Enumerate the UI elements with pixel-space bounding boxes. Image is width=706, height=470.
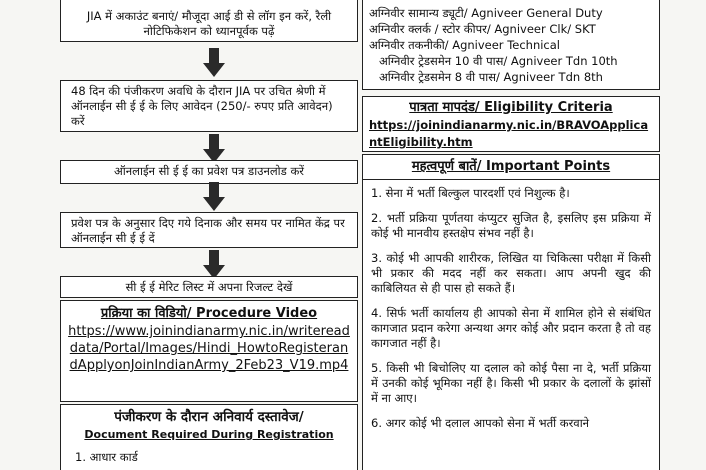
step-apply-online: 48 दिन की पंजीकरण अवधि के दौरान JIA पर उचित श्रेणी में ऑनलाईन सी ई ई के लिए आवेदन (250/- रुपए प्रति आवेदन) करें xyxy=(60,80,358,132)
eligibility-heading: पात्रता मापदंड/ Eligibility Criteria xyxy=(409,100,613,115)
eligibility-link[interactable]: https://joinindianarmy.nic.in/BRAVOApplicantEligibility.htm xyxy=(369,118,649,149)
important-points-box xyxy=(362,154,660,470)
documents-box xyxy=(60,404,358,470)
down-arrow-icon xyxy=(203,182,225,212)
step-appear-exam: प्रवेश पत्र के अनुसार दिए गये दिनाक और समय पर नामित केंद्र पर ऑनलाईन सी ई ई दें xyxy=(60,212,358,248)
post-technical: अग्निवीर तकनीकी/ Agniveer Technical xyxy=(369,38,560,52)
important-point: 6. अगर कोई भी दलाल आपको सेना में भर्ती करवाने xyxy=(371,416,590,430)
important-point: 5. किसी भी बिचोलिए या दलाल को कोई पैसा ना दे, भर्ती प्रक्रिया में उनकी कोई भूमिका नहीं है। किसी भी प्रकार के दलालों के झांसों में ना आए। xyxy=(371,361,651,405)
step-download-admit-card: ऑनलाईन सी ई ई का प्रवेश पत्र डाउनलोड करें xyxy=(60,160,358,184)
step-create-account: JIA में अकाउंट बनाएं/ मौजूदा आई डी से लॉग इन करें, रैली नोटिफिकेशन को ध्यानपूर्वक पढ़ें xyxy=(60,0,358,42)
procedure-video-box xyxy=(60,300,358,402)
info-column xyxy=(362,0,660,470)
important-point: 1. सेना में भर्ती बिल्कुल पारदर्शी एवं निशुल्क है। xyxy=(371,186,570,200)
documents-heading-hindi: पंजीकरण के दौरान अनिवार्य दस्तावेज/ xyxy=(114,409,304,425)
document-item: 1. आधार कार्ड xyxy=(75,450,138,464)
procedure-column xyxy=(60,0,358,470)
documents-heading-english: Document Required During Registration xyxy=(84,428,334,441)
posts-box xyxy=(362,0,660,90)
procedure-video-heading: प्रक्रिया का विडियो/ Procedure Video xyxy=(100,306,318,321)
post-tradesmen-10th: अग्निवीर ट्रेडसमेन 10 वी पास/ Agniveer Tdn 10th xyxy=(379,54,618,68)
procedure-video-link[interactable]: https://www.joinindianarmy.nic.in/writereaddata/Portal/Images/Hindi_HowtoRegisterandApplyonJoinIndianArmy_2Feb23_V19.mp4 xyxy=(68,324,350,373)
post-general-duty: अग्निवीर सामान्य ड्यूटी/ Agniveer General Duty xyxy=(369,6,603,20)
post-tradesmen-8th: अग्निवीर ट्रेडसमेन 8 वी पास/ Agniveer Tdn 8th xyxy=(379,70,603,84)
important-point: 3. कोई भी आपकी शारीरक, लिखित या चिकित्सा परीक्षा में किसी भी प्रकार की मदद नहीं कर सकता। आप अपनी खुद की काबिलियत से ही पास हो सकते हैं। xyxy=(371,251,651,295)
more-dots-icon xyxy=(675,458,703,468)
post-clerk: अग्निवीर क्लर्क / स्टोर कीपर/ Agniveer Clk/ SKT xyxy=(369,22,596,36)
step-check-result: सी ई ई मेरिट लिस्ट में अपना रिजल्ट देखें xyxy=(60,276,358,298)
important-point: 4. सिर्फ भर्ती कार्यालय ही आपको सेना में शामिल होने से संबंधित कागजात प्रदान करेगा अन्यथा अगर कोई और प्रदान करता है तो वह कागजात नहीं है। xyxy=(371,306,651,350)
important-points-heading: महत्वपूर्ण बातें/ Important Points xyxy=(363,157,659,180)
down-arrow-icon xyxy=(203,48,225,78)
important-point: 2. भर्ती प्रक्रिया पूर्णतया कंप्युटर सुजित है, इसलिए इस प्रक्रिया में कोई भी मानवीय हस्तक्षेप संभव नहीं है। xyxy=(371,211,651,240)
eligibility-box xyxy=(362,96,660,152)
